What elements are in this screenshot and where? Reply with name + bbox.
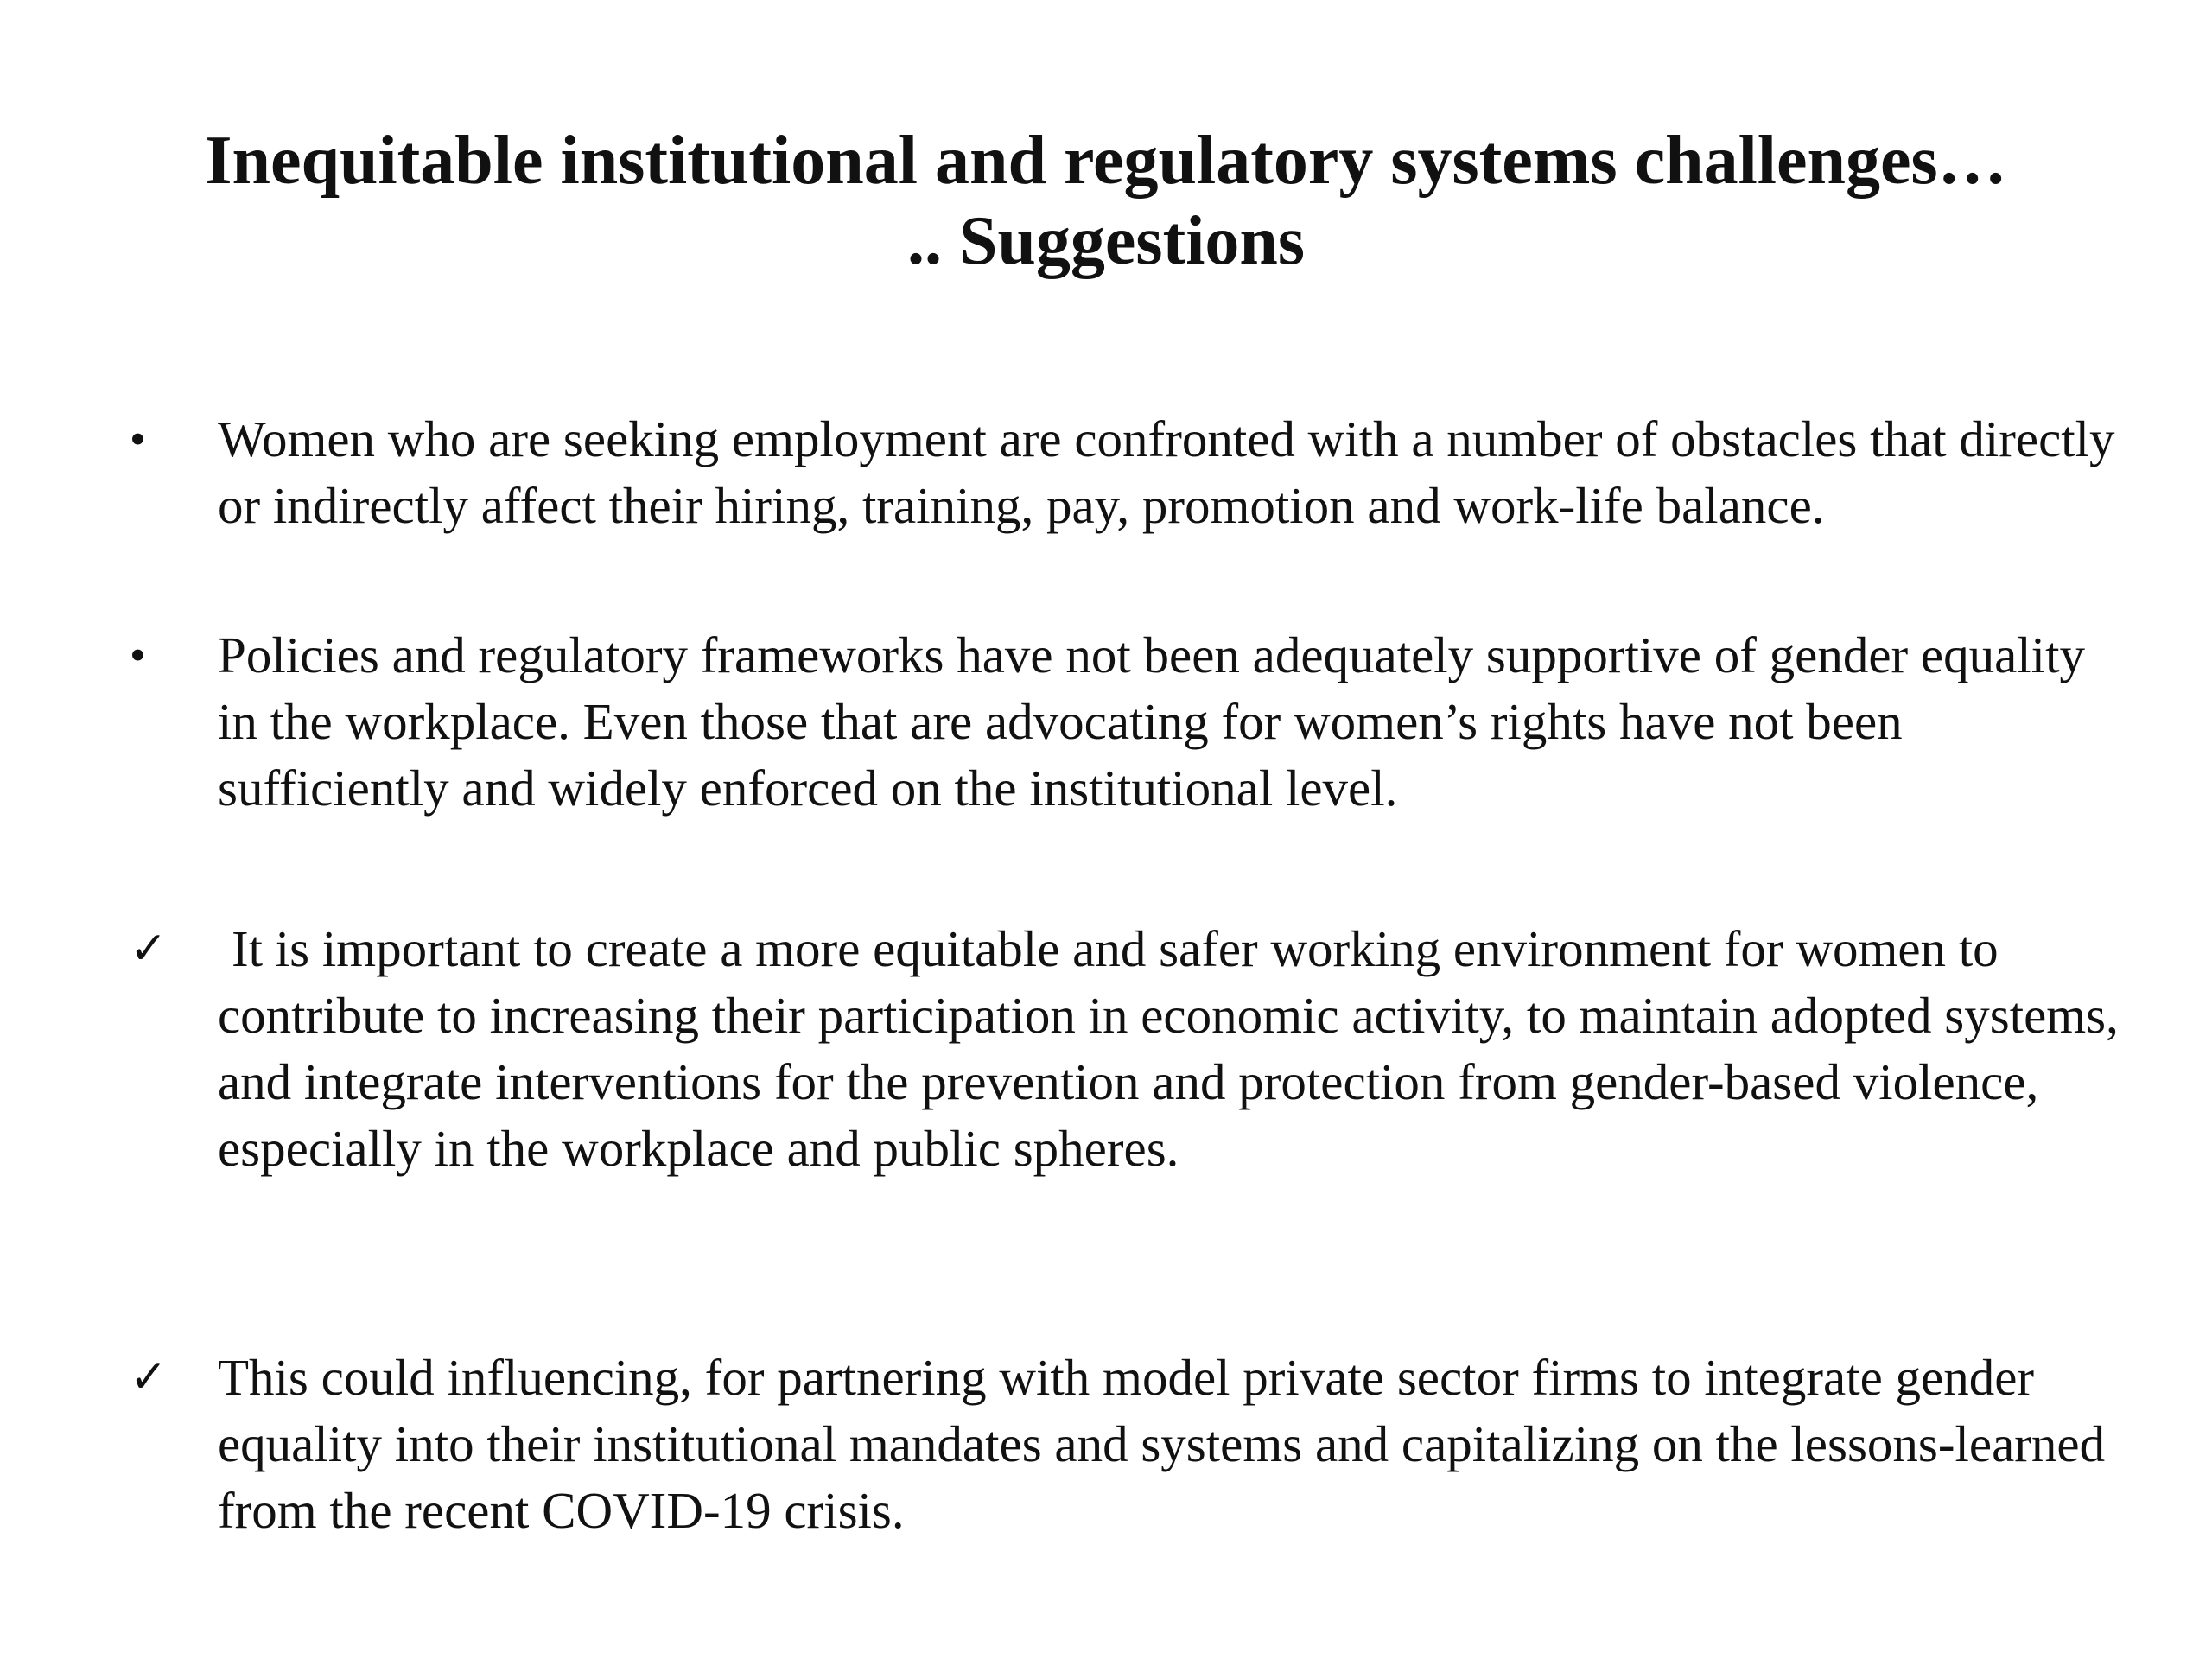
checkmark-icon: ✓ <box>130 1351 168 1403</box>
suggestion-text: This could influencing, for partnering with model private sector firms to integrate gender equality into their institutional mandates and systems and capitalizing on the lessons-learned from the recent COVID-19 crisis. <box>218 1349 2106 1539</box>
slide-title-line-2: .. Suggestions <box>906 203 1306 279</box>
bullet-text: Women who are seeking employment are confronted with a number of obstacles that directly or indirectly affect their hiring, training, pay, promotion and work-life balance. <box>218 410 2115 534</box>
bullet-text: Policies and regulatory frameworks have not been adequately supportive of gender equality in the workplace. Even those that are advocating for women’s rights have not been sufficiently and widely enforced on the institutional level. <box>218 626 2085 817</box>
slide-title <box>104 121 2108 282</box>
checkmark-icon: ✓ <box>130 923 168 975</box>
bullet-marker: • <box>130 413 146 465</box>
bullet-marker: • <box>130 629 146 681</box>
suggestion-text: It is important to create a more equitable and safer working environment for women to contribute to increasing their participation in economic activity, to maintain adopted systems, and integrate interventions for the prevention and protection from gender-based violence, especially in the workplace and public spheres. <box>218 920 2119 1177</box>
slide-title-line-1: Inequitable institutional and regulatory systems challenges… <box>205 123 2007 199</box>
